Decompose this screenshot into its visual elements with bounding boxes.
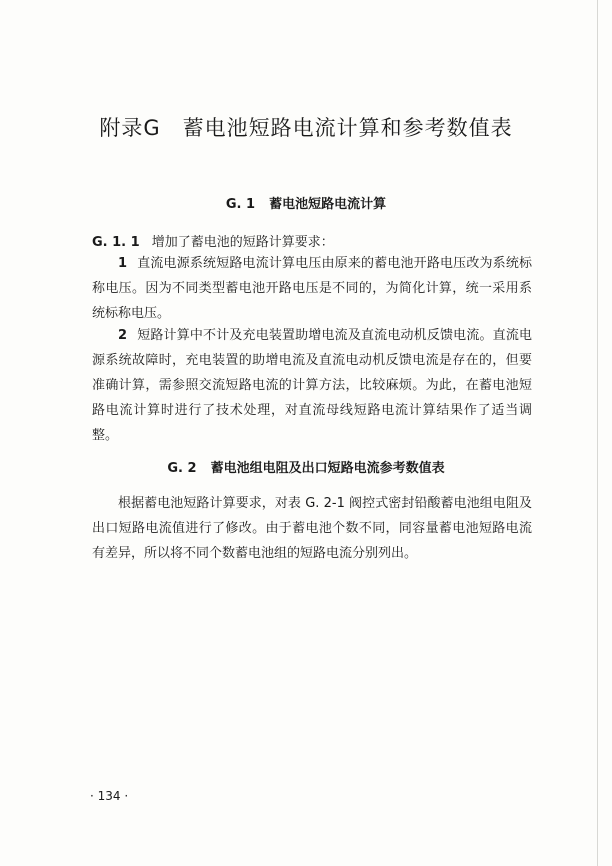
clause-text: 增加了蓄电池的短路计算要求： bbox=[151, 235, 334, 250]
section-heading-text: 蓄电池短路电流计算 bbox=[269, 197, 387, 212]
body-paragraph: 根据蓄电池短路计算要求，对表 G. 2-1 阀控式密封铅酸蓄电池组电阻及出口短路电流值进行了修改。由于蓄电池个数不同，同容量蓄电池短路电流有差异，所以将不同个数蓄电池组的短路电流分别列出。 bbox=[92, 496, 532, 561]
section-number: G. 2 bbox=[167, 461, 197, 476]
clause-g1-1 bbox=[92, 231, 334, 250]
section-heading-text: 蓄电池组电阻及出口短路电流参考数值表 bbox=[210, 461, 445, 476]
section-heading-g2 bbox=[0, 457, 612, 476]
item-paragraph-2 bbox=[92, 323, 532, 448]
item-paragraph-1 bbox=[92, 251, 532, 326]
appendix-title: 附录G 蓄电池短路电流计算和参考数值表 bbox=[99, 116, 513, 140]
section-heading-g1 bbox=[0, 193, 612, 212]
page-number: · 134 · bbox=[90, 789, 129, 803]
item-text: 短路计算中不计及充电装置助增电流及直流电动机反馈电流。直流电源系统故障时，充电装置的助增电流及直流电动机反馈电流是存在的，但要准确计算，需参照交流短路电流的计算方法，比较麻烦。为此，在蓄电池短路电流计算时进行了技术处理，对直流母线短路电流计算结果作了适当调整。 bbox=[92, 328, 532, 443]
section-number: G. 1 bbox=[225, 197, 256, 212]
item-number: 2 bbox=[118, 328, 128, 343]
item-number: 1 bbox=[118, 256, 128, 271]
item-text: 直流电源系统短路电流计算电压由原来的蓄电池开路电压改为系统标称电压。因为不同类型蓄电池开路电压是不同的，为简化计算，统一采用系统标称电压。 bbox=[92, 256, 532, 321]
clause-number: G. 1. 1 bbox=[92, 235, 140, 250]
